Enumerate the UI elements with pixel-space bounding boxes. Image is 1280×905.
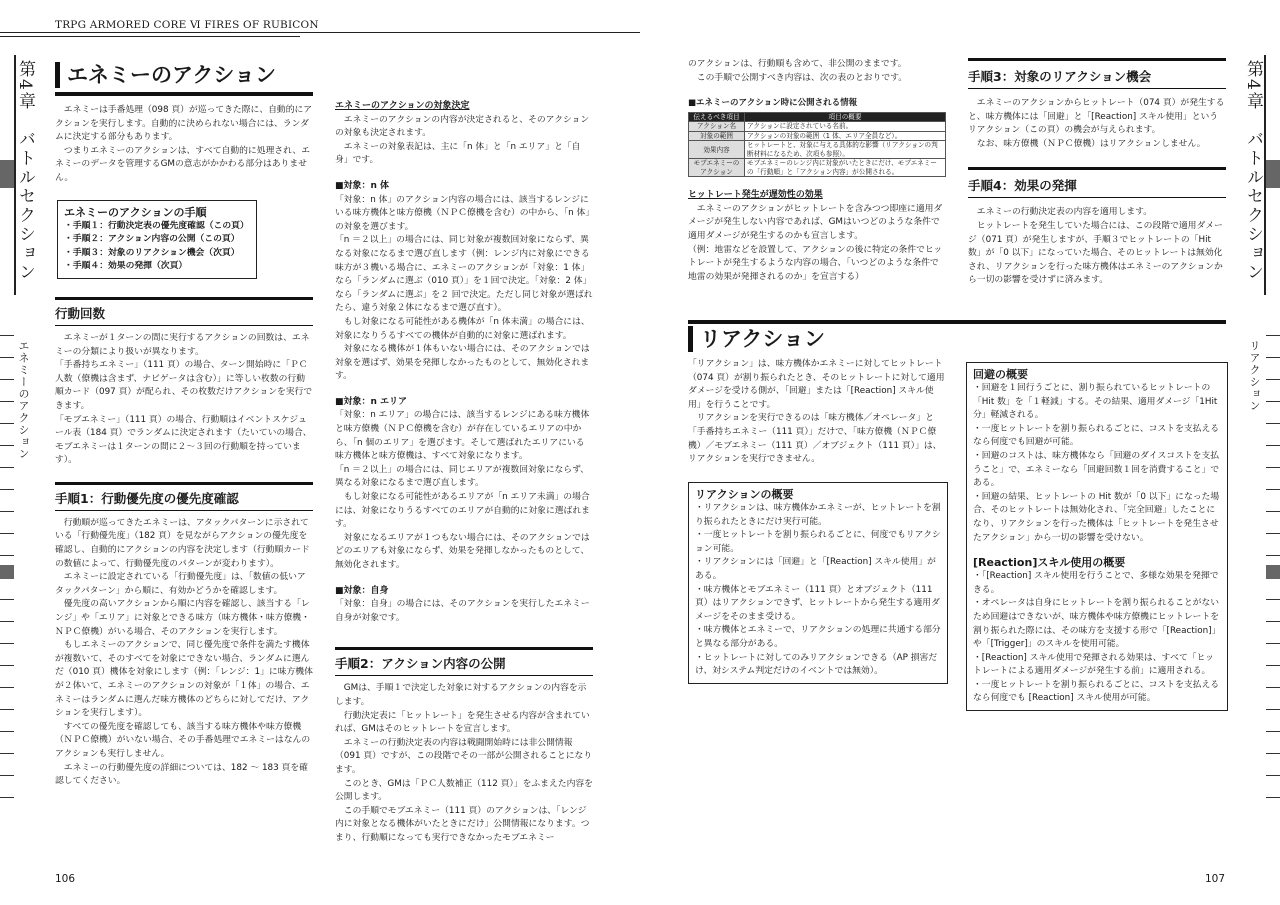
list-item: ・一度ヒットレートを割り振られるごとに、コストを支払えるなら何度でも [Reaction] スキル使用が可能。	[973, 679, 1220, 704]
paragraph: すべての優先度を確認しても、該当する味方機体や味方僚機（ＮＰＣ僚機）がいない場合、その手番処理でエネミーはなんのアクションも実行しません。	[55, 721, 311, 759]
paragraph: このとき、GMは「ＰＣ人数補正（112 頁）」をふまえた内容を公開します。	[335, 778, 593, 803]
table-header-cell: 項目の概要	[745, 112, 946, 122]
table-row	[689, 122, 946, 132]
box-title-evasion: 回避の概要	[973, 368, 1028, 381]
list-item: ・一度ヒットレートを割り振られるごとに、コストを支払えるなら何度でも回避が可能。	[973, 423, 1220, 448]
section-title-enemy-action: エネミーのアクション	[55, 62, 313, 88]
list-item: ・手順２：アクション内容の公開（この頁）	[64, 234, 240, 245]
paragraph: 「手番持ちエネミー」（111 頁）の場合、ターン開始時に「ＰＣ人数（僚機は含まず、ナビゲータは含む）」に等しい枚数の行動順カード（097 頁）が配られ、その枚数だけアクションを実行できます。	[55, 360, 313, 411]
heading-step2: 手順2：アクション内容の公開	[335, 656, 593, 676]
list-item: ・手順３：対象のリアクション機会（次頁）	[64, 247, 240, 258]
heading-target-n-units: ■対象：n 体	[335, 180, 390, 191]
table-cell: モブエネミーのレンジ内に対象がいたときにだけ、モブエネミーの「行動順」と「アクション内容」が公開される。	[745, 159, 946, 177]
heading-rule	[55, 482, 313, 485]
paragraph: この手順でモブエネミー（111 頁）のアクションは、「レンジ内に対象となる機体がいたときにだけ」公開情報になります。つまり、行動順になっても実行できなかったモブエネミー	[335, 805, 590, 843]
heading-rule	[968, 167, 1226, 170]
running-head-rule-2	[0, 36, 300, 37]
heading-step3: 手順3：対象のリアクション機会	[968, 69, 1226, 89]
table-cell: アクション名	[689, 122, 745, 132]
paragraph: もし対象になる可能性があるエリアが「n エリア未満」の場合には、対象になりうるすべてのエリアが自動的に対象に選ばれます。	[335, 492, 590, 530]
list-item: ・手順４：効果の発揮（次頁）	[64, 261, 188, 272]
paragraph: エネミーは手番処理（098 頁）が巡ってきた際に、自動的にアクションを実行します。自動的に決められない場合には、ランダムに決定する部分もあります。	[55, 105, 313, 143]
table-row	[689, 141, 946, 159]
table-cell: モブエネミーのアクション	[689, 159, 745, 177]
left-tab-marker	[0, 160, 14, 188]
heading-target-n-areas: ■対象：n エリア	[335, 396, 408, 407]
column-2	[335, 100, 593, 846]
heading-target-self: ■対象：自身	[335, 585, 389, 596]
list-item: ・[Reaction] スキル使用で発揮される効果は、すべて「ヒットレートによる適用ダメージが発生する前」に適用される。	[973, 652, 1214, 677]
heading-rule	[55, 297, 313, 300]
paragraph: エネミーの行動優先度の詳細については、182 ～ 183 頁を確認してください。	[55, 762, 308, 787]
running-head-rule	[0, 32, 640, 33]
paragraph: エネミーのアクションからヒットレート（074 頁）が発生すると、味方機体には「回避」と「[Reaction] スキル使用」というリアクション（この頁）の機会が与えられます。	[968, 98, 1225, 136]
paragraph: ヒットレートを発生していた場合には、この段階で適用ダメージ（071 頁）が発生しますが、手順３でヒットレートの「Hit 数」が「0 以下」になっていた場合、そのヒットレートは無効化され、リアクションを行った味方機体はエネミーのアクションから一切の影響を受けずに済みます。	[968, 220, 1223, 286]
list-item: ・「[Reaction] スキル使用を行うことで、多様な効果を発揮できる。	[973, 571, 1219, 595]
table-cell: アクションに設定されている名前。	[745, 122, 946, 132]
heading-target-decision: エネミーのアクションの対象決定	[335, 101, 470, 111]
heading-step4: 手順4：効果の発揮	[968, 178, 1226, 198]
list-item: ・オペレータは自身にヒットレートを割り振られることがないため回避はできないが、味方機体や味方僚機にヒットレートを割り振られた際には、その味方を支援する形で「[Reaction]」や「[Trigger]」のスキルを使用可能。	[973, 598, 1221, 650]
table-title: ■エネミーのアクション時に公開される情報	[688, 98, 858, 109]
table-cell: ヒットレートと、対象に与える具体的な影響（リアクションの判断材料になるため、次項も参照）。	[745, 141, 946, 159]
table-cell: 効果内容	[689, 141, 745, 159]
paragraph: 「n ＝２以上」の場合には、同じ対象が複数回対象にならず、異なる対象になるまで選び直します（例：レンジ内に対象にできる味方が３機いる場合に、エネミーのアクションが「対象：1 体」なら「ランダムに選ぶ（010 頁）」を１回で決定。「対象：2 体」なら「ランダムに選ぶ」を２ 回で決定。ただし同じ対象が選ばれたら、違う対象２体になるまで選び直す）。	[335, 235, 593, 314]
disclosure-table	[688, 112, 946, 178]
paragraph: もし対象になる可能性がある機体が「n 体未満」の場合には、対象になりうるすべての機体が自動的に対象に選ばれます。	[335, 316, 590, 341]
paragraph: エネミーが１ターンの間に実行するアクションの回数は、エネミーの分類により扱いが異なります。	[55, 332, 310, 357]
paragraph: なお、味方僚機（ＮＰＣ僚機）はリアクションしません。	[976, 138, 1206, 149]
paragraph: エネミーの対象表記は、主に「n 体」と「n エリア」と「自身」です。	[335, 141, 581, 166]
heading-action-count: 行動回数	[55, 306, 313, 326]
right-tab-marker	[1266, 160, 1280, 188]
paragraph: エネミーのアクションの内容が決定されると、そのアクションの対象も決定されます。	[335, 114, 590, 139]
paragraph: （例：地雷などを設置して、アクションの後に特定の条件でヒットレートが発生するような内容の場合、「いつどのような条件で地雷の効果が発揮されるのか」を宣言する）	[688, 244, 943, 282]
table-row	[689, 131, 946, 141]
reaction-body	[688, 358, 946, 467]
heading-rule	[968, 58, 1226, 61]
list-item: ・回避のコストは、味方機体なら「回避のダイスコストを支払うこと」で、エネミーなら「回避回数１回を消費すること」である。	[973, 450, 1220, 489]
list-item: ・味方機体とモブエネミー（111 頁）とオブジェクト（111 頁）はリアクションできず、ヒットレートから発生する適用ダメージをそのまま受ける。	[695, 584, 940, 622]
title-rule	[55, 92, 313, 96]
paragraph: この手順で公開すべき内容は、次の表のとおりです。	[696, 72, 908, 83]
section-title-reaction: リアクション	[688, 326, 825, 352]
column-4	[968, 58, 1226, 288]
reaction-title-rule	[688, 320, 1226, 324]
list-item: ・一度ヒットレートを割り振られるごとに、何度でもリアクション可能。	[695, 530, 941, 554]
reaction-side-box	[966, 362, 1228, 711]
box-title: リアクションの概要	[695, 488, 794, 501]
paragraph: エネミーに設定されている「行動優先度」は、「数値の低いアタックパターン」から順に、有効かどうかを確認します。	[55, 572, 306, 596]
box-title-skill: [Reaction]スキル使用の概要	[973, 556, 1126, 570]
page-number-right: 107	[1205, 873, 1226, 885]
left-subsection-label: エネミーのアクション	[17, 340, 30, 460]
reaction-overview-box	[688, 482, 948, 684]
page-number-left: 106	[55, 873, 76, 885]
paragraph: 優先度の高いアクションから順に内容を確認し、該当する「レンジ」や「エリア」に対象とできる味方（味方機体・味方僚機・ＮＰＣ僚機）がいる場合、そのアクションを実行します。	[55, 599, 310, 637]
paragraph: 「モブエネミー」（111 頁）の場合、行動順はイベントスケジュール表（184 頁）でランダムに決定されます（たいていの場合、モブエネミーは１ターンの間に２～３回の行動順を持っています）。	[55, 414, 312, 466]
list-item: ・味方機体とエネミーで、リアクションの処理に共通する部分と異なる部分がある。	[695, 625, 941, 649]
paragraph: リアクションを実行できるのは「味方機体／オペレータ」と「手番持ちエネミー（111 頁）」だけで、「味方僚機（ＮＰＣ僚機）／モブエネミー（111 頁）／オブジェクト（111 頁）」は、リアクションを実行できません。	[688, 413, 942, 465]
table-cell: 対象の範囲	[689, 131, 745, 141]
paragraph: のアクションは、行動順も含めて、非公開のままです。	[688, 59, 907, 69]
table-header-cell: 伝えるべき項目	[689, 112, 745, 122]
paragraph: 対象になるエリアが１つもない場合には、そのアクションではどのエリアも対象にならず、効果を発揮しなかったものとして、無効化されます。	[335, 532, 590, 570]
left-chapter-label: 第4章 バトルセクション	[15, 60, 35, 282]
list-item: ・リアクションには「回避」と「[Reaction] スキル使用」がある。	[695, 557, 936, 581]
paragraph: 「対象：n エリア」の場合には、該当するレンジにある味方機体と味方僚機（ＮＰＣ僚機を含む）が存在しているエリアの中から、「n 個のエリア」を選びます。そして選ばれたエリアにいる味方機体と味方僚機は、すべて対象になります。	[335, 410, 590, 462]
right-chapter-label: 第4章 バトルセクション	[1243, 60, 1263, 282]
steps-box	[57, 200, 257, 279]
running-head: TRPG ARMORED CORE Ⅵ FIRES OF RUBICON	[55, 19, 319, 31]
table-cell: アクションの対象の範囲（1 体、エリア全員など）。	[745, 131, 946, 141]
left-index-marker	[0, 565, 14, 579]
table-row	[689, 159, 946, 177]
paragraph: 「対象：n 体」のアクション内容の場合には、該当するレンジにいる味方機体と味方僚機（ＮＰＣ僚機を含む）の中から、「n 体」の対象を選びます。	[335, 194, 590, 232]
heading-rule	[335, 647, 593, 650]
paragraph: つまりエネミーのアクションは、すべて自動的に処理され、エネミーのデータを管理するGMの意志がかかわる部分はありません。	[55, 145, 311, 183]
paragraph: 「n ＝２以上」の場合には、同じエリアが複数回対象にならず、異なる対象になるまで選び直します。	[335, 464, 589, 489]
paragraph: 対象になる機体が１体もいない場合には、そのアクションでは対象を選ばず、効果を発揮しなかったものとして、無効化されます。	[335, 344, 590, 382]
paragraph: 行動決定表に「ヒットレート」を発生させる内容が含まれていれば、GMはそのヒットレートを宣言します。	[335, 710, 590, 735]
column-1	[55, 62, 313, 789]
heading-delayed-effect: ヒットレート発生が遅効性の効果	[688, 190, 823, 201]
heading-step1: 手順1：行動優先度の優先度確認	[55, 491, 313, 511]
right-index-marker	[1266, 565, 1280, 579]
paragraph: 行動順が巡ってきたエネミーは、アタックパターンに示されている「行動優先度」（182 頁）を見ながらアクションの優先度を確認し、自動的にアクションの内容を決定します（行動順カードの数値によって、行動優先度のパターンが変わります）。	[55, 517, 310, 569]
list-item: ・回避の結果、ヒットレートの Hit 数が「0 以下」になった場合、そのヒットレートは無効化され、「完全回避」したことになり、リアクションを行った機体は「ヒットレートを発生させたアクション」から一切の影響を受けない。	[973, 491, 1220, 543]
paragraph: 「リアクション」は、味方機体かエネミーに対してヒットレート（074 頁）が割り振られたとき、そのヒットレートに対して適用ダメージを受ける側が、「回避」または「[Reaction] スキル使用」を行うことです。	[688, 359, 945, 410]
list-item: ・手順１：行動決定表の優先度確認（この頁）	[64, 220, 249, 231]
paragraph: 「対象：自身」の場合には、そのアクションを実行したエネミー自身が対象です。	[335, 599, 590, 623]
paragraph: GMは、手順１で決定した対象に対するアクションの内容を示します。	[335, 683, 587, 707]
paragraph: エネミーの行動決定表の内容は戦闘開始時には非公開情報（091 頁）ですが、この段階でその一部が公開されることになります。	[335, 737, 593, 775]
paragraph: エネミーの行動決定表の内容を適用します。	[976, 207, 1153, 218]
paragraph: もしエネミーのアクションで、同じ優先度で条件を満たす機体が複数いて、そのすべてを対象にできない場合、ランダムに選んだ（010 頁）機体を対象にします（例：「レンジ：1」に味方機体が２体いて、エネミーのアクションの対象が「１体」の場合、エネミーはランダムに選んだ味方機体のどちらに対してだけ、アクションを実行します）。	[55, 640, 313, 719]
column-3	[688, 58, 946, 284]
table-header-row	[689, 112, 946, 122]
steps-box-title: エネミーのアクションの手順	[64, 205, 207, 219]
list-item: ・リアクションは、味方機体かエネミーが、ヒットレートを割り振られたときにだけ実行可能。	[695, 503, 941, 527]
list-item: ・ヒットレートに対してのみリアクションできる（AP 損害だけ、対システム判定だけのイベントでは無効）。	[695, 652, 938, 677]
list-item: ・回避を１回行うごとに、割り振られているヒットレートの「Hit 数」を「１軽減」する。その結果、適用ダメージ「1Hit 分」軽減される。	[973, 383, 1218, 421]
right-subsection-label: リアクション	[1248, 340, 1261, 412]
paragraph: エネミーのアクションがヒットレートを含みつつ即座に適用ダメージが発生しない内容であれば、GMはいつどのような条件で適用ダメージが発生するのかも宣言します。	[688, 203, 943, 242]
